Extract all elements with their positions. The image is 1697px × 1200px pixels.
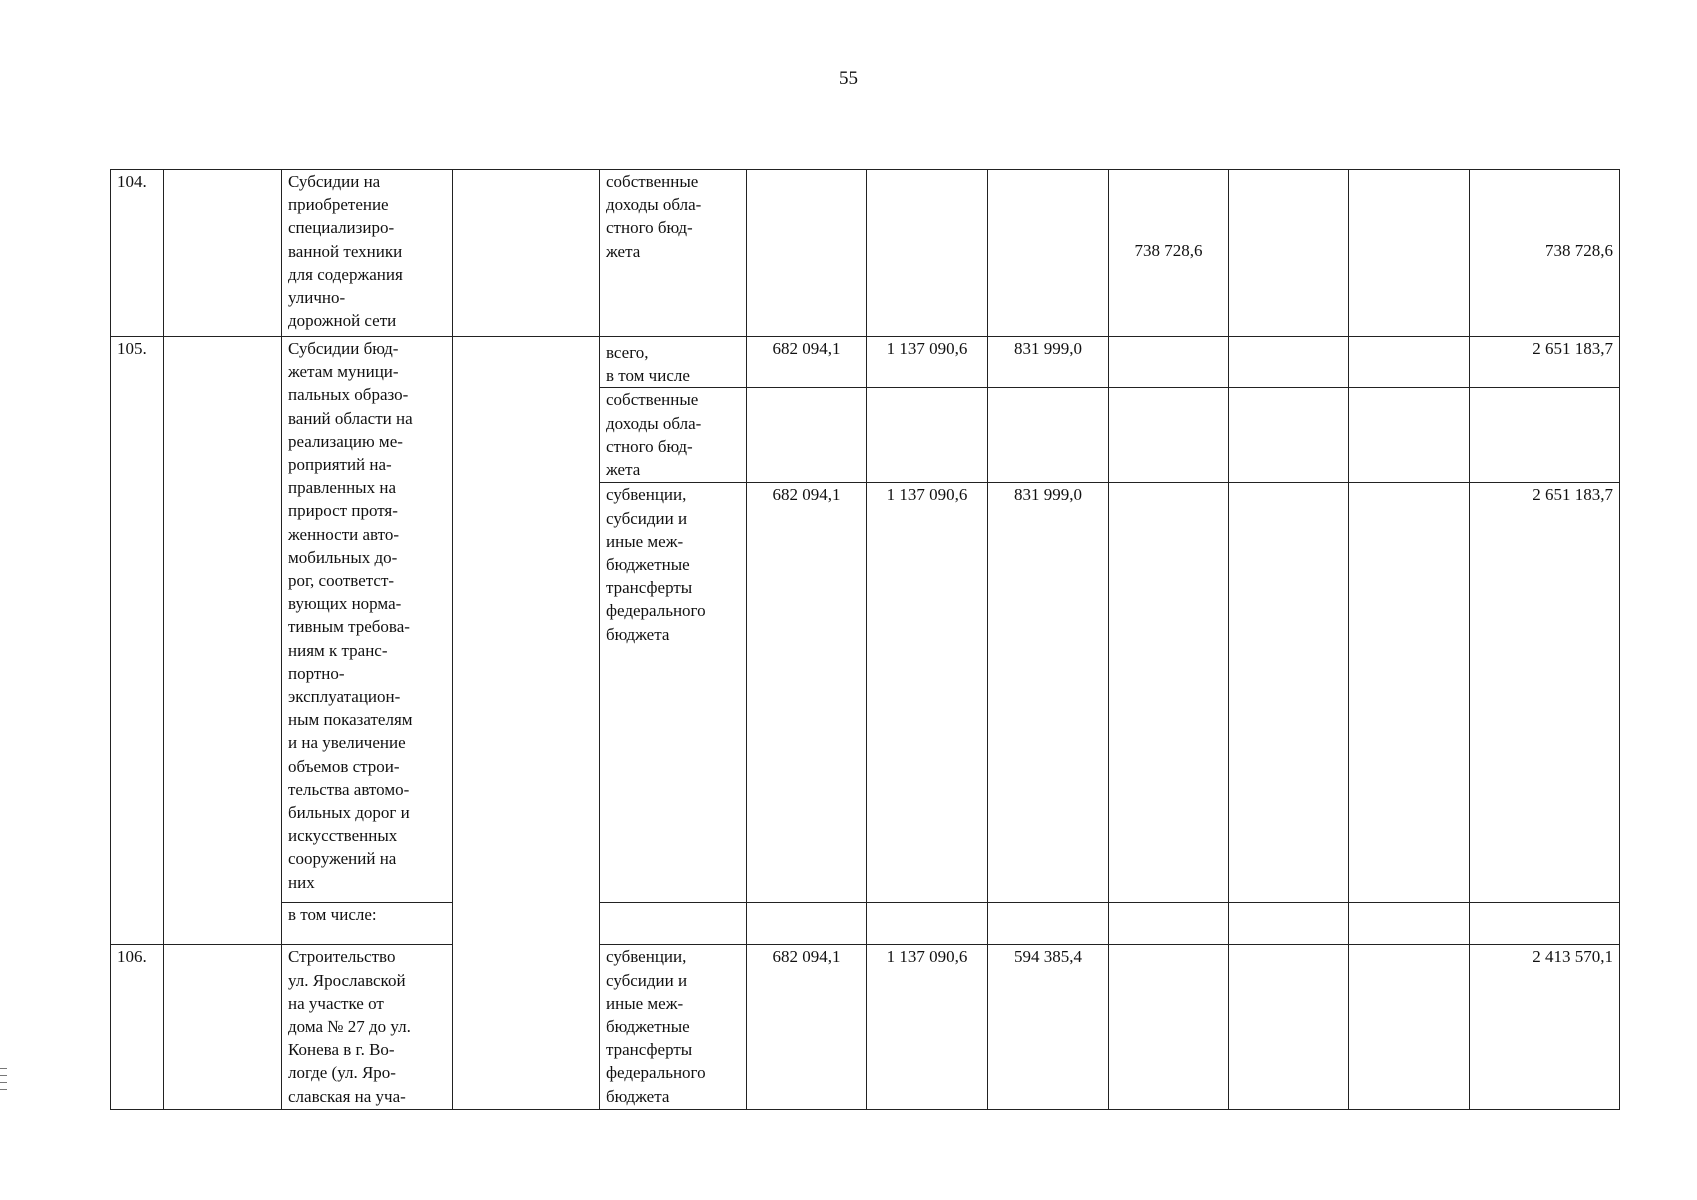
amount-cell [1349,170,1470,337]
event-name-cell: Субсидии на приобретение специализиро- ванной техники для содержания улично- дорожной сети [282,170,453,337]
table-row-106 [111,945,1620,1110]
funding-source-cell: собственные доходы обла- стного бюд- жета [600,170,747,337]
empty-cell [164,945,282,1110]
table-row-104 [111,170,1620,337]
total-cell [1470,388,1620,483]
event-name-cell: Строительство ул. Ярославской на участке от дома № 27 до ул. Конева в г. Во- логде (ул. Яро- славская на уча- [282,945,453,1110]
amount-cell [1349,388,1470,483]
amount-cell: 831 999,0 [988,483,1109,903]
amount-cell: 682 094,1 [747,337,867,388]
funding-source-cell: собственные доходы обла- стного бюд- жета [600,388,747,483]
amount-cell [1229,903,1349,945]
total-cell: 2 413 570,1 [1470,945,1620,1110]
empty-cell [453,337,600,1110]
row-number: 105. [111,337,164,945]
amount-cell: 1 137 090,6 [867,945,988,1110]
amount-cell: 682 094,1 [747,483,867,903]
table-row-including [111,903,1620,945]
amount-cell [867,388,988,483]
funding-source-cell: всего, в том числе [600,337,747,388]
amount-cell [1349,483,1470,903]
amount-cell [1229,945,1349,1110]
empty-cell [164,337,282,945]
funding-source-cell: субвенции, субсидии и иные меж- бюджетные трансферты федерального бюджета [600,483,747,903]
amount-cell [1109,483,1229,903]
amount-cell [988,170,1109,337]
scan-margin-marks [0,1068,8,1096]
budget-table [110,169,1620,1110]
funding-source-cell: субвенции, субсидии и иные меж- бюджетные трансферты федерального бюджета [600,945,747,1110]
total-cell [1470,903,1620,945]
total-cell: 2 651 183,7 [1470,483,1620,903]
amount-cell [867,903,988,945]
amount-cell [1109,903,1229,945]
amount-cell [1349,337,1470,388]
amount-cell [1229,337,1349,388]
row-number: 106. [111,945,164,1110]
amount-cell: 738 728,6 [1109,170,1229,337]
amount-cell [747,903,867,945]
including-label: в том числе: [282,903,453,945]
table-row-105-total [111,337,1620,388]
amount-cell [988,903,1109,945]
amount-cell [988,388,1109,483]
amount-cell [747,388,867,483]
amount-cell [867,170,988,337]
amount-cell [1349,945,1470,1110]
empty-cell [164,170,282,337]
amount-cell [1229,170,1349,337]
page-number: 55 [839,68,858,89]
amount-cell [747,170,867,337]
amount-cell [1109,945,1229,1110]
empty-cell [453,170,600,337]
amount-cell: 831 999,0 [988,337,1109,388]
empty-cell [600,903,747,945]
amount-cell: 594 385,4 [988,945,1109,1110]
amount-cell: 1 137 090,6 [867,483,988,903]
amount-cell: 682 094,1 [747,945,867,1110]
total-cell: 738 728,6 [1470,170,1620,337]
amount-cell [1229,388,1349,483]
event-name-cell: Субсидии бюд- жетам муници- пальных образо- ваний области на реализацию ме- роприятий на- правленных на прирост протя- женности авто- мобильных до- рог, соответст- вующих норма- тивным требова- ниям к транс- портно- эксплуатацион- ным показателям и на увеличение объемов строи- тельства автомо- бильных дорог и искусственных сооружений на них [282,337,453,903]
amount-cell [1349,903,1470,945]
amount-cell: 1 137 090,6 [867,337,988,388]
total-cell: 2 651 183,7 [1470,337,1620,388]
amount-cell [1109,388,1229,483]
amount-cell [1229,483,1349,903]
amount-cell [1109,337,1229,388]
row-number: 104. [111,170,164,337]
